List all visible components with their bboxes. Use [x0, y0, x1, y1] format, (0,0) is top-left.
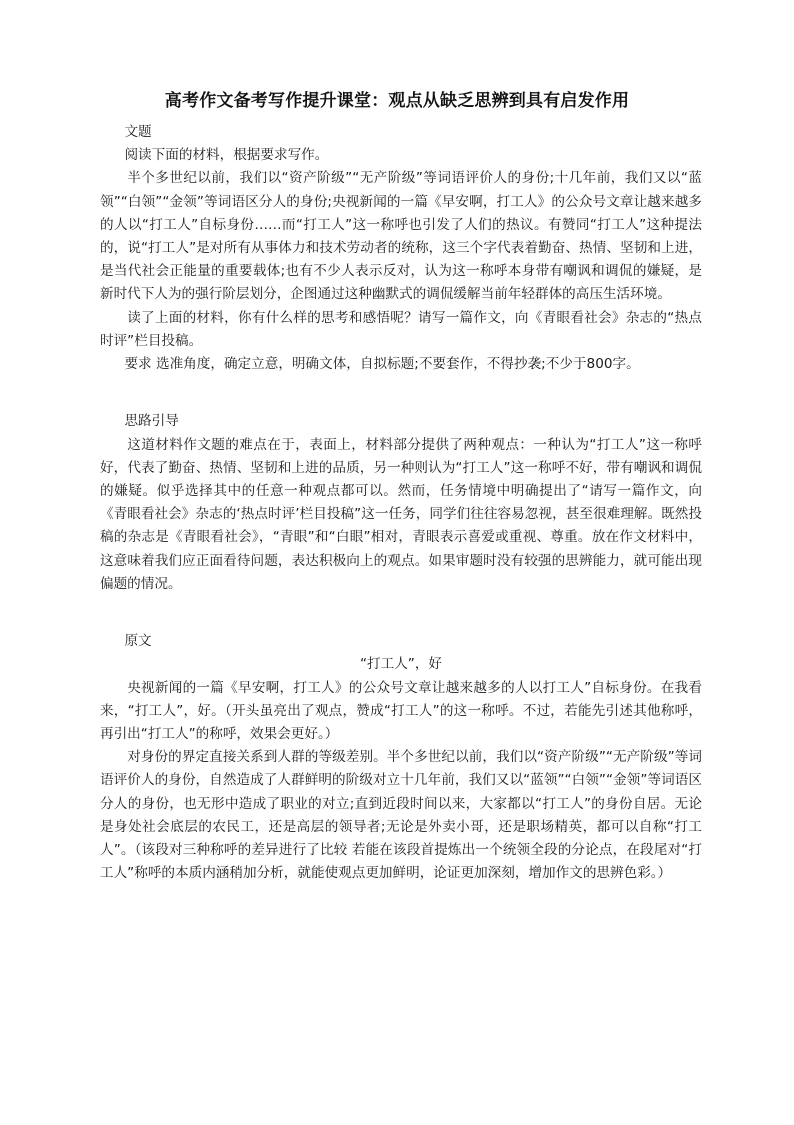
section-heading-prompt: 文题 [124, 124, 152, 140]
prompt-paragraph: 半个多世纪以前，我们以“资产阶级”“无产阶级”等词语评价人的身份;十几年前，我们又以“蓝领”“白领”“金领”等词语区分人的身份;央视新闻的一篇《早安啊，打工人》的公众号文章让越来越多的人以“打工人”自标身份……而“打工人”这一称呼也引发了人们的热议。有赞同“打工人”这种提法的，说“打工人”是对所有从事体力和技术劳动者的统称，这三个字代表着勤奋、热情、坚韧和上进，是当代社会正能量的重要载体;也有不少人表示反对，认为这一称呼本身带有嘲讽和调侃的嫌疑，是新时代下人为的强行阶层划分，企图通过这种幽默式的调侃缓解当前年轻群体的高压生活环境。 [100, 170, 702, 303]
prompt-paragraph: 读了上面的材料，你有什么样的思考和感悟呢？请写一篇作文，向《青眼看社会》杂志的“热点时评”栏目投稿。 [100, 309, 702, 349]
document-body [100, 121, 702, 885]
section-heading-original: 原文 [124, 633, 152, 650]
prompt-paragraph: 阅读下面的材料，根据要求写作。 [124, 147, 329, 164]
essay-paragraph: 对身份的界定直接关系到人群的等级差别。半个多世纪以前，我们以“资产阶级”“无产阶级”等词语评价人的身份，自然造成了人群鲜明的阶级对立十几年前，我们又以“蓝领”“白领”“金领”等词语区分人的身份，也无形中造成了职业的对立;直到近段时间以来，大家都以“打工人”的身份自居。无论是身处社会底层的农民工，还是高层的领导者;无论是外卖小哥，还是职场精英，都可以自称“打工人”。（该段对三种称呼的差异进行了比较 若能在该段首提炼出一个统领全段的分论点，在段尾对“打工人”称呼的本质内涵稍加分析，就能使观点更加鲜明，论证更加深刻，增加作文的思辨色彩。） [100, 749, 702, 882]
section-heading-guide: 思路引导 [124, 413, 179, 430]
guide-paragraph: 这道材料作文题的难点在于，表面上，材料部分提供了两种观点：一种认为“打工人”这一称呼好，代表了勤奋、热情、坚韧和上进的品质，另一种则认为“打工人”这一称呼不好，带有嘲讽和调侃的嫌疑。似乎选择其中的任意一种观点都可以。然而，任务情境中明确提出了“请写一篇作文，向《青眼看社会》杂志的‘热点时评’栏目投稿”这一任务，同学们往往容易忽视，甚至很难理解。既然投稿的杂志是《青眼看社会》，“青眼”和“白眼”相对，青眼表示喜爱或重视、尊重。放在作文材料中，这意味着我们应正面看待问题，表达积极向上的观点。如果审题时没有较强的思辨能力，就可能出现偏题的情况。 [100, 436, 702, 592]
essay-subtitle: “打工人”，好 [359, 656, 443, 673]
prompt-requirement: 要求 选准角度，确定立意，明确文体，自拟标题;不要套作，不得抄袭;不少于800字。 [124, 356, 640, 373]
document-title: 高考作文备考写作提升课堂：观点从缺乏思辨到具有启发作用 [164, 91, 630, 111]
essay-paragraph: 央视新闻的一篇《早安啊，打工人》的公众号文章让越来越多的人以打工人”自标身份。在我看来，“打工人”，好。（开头虽亮出了观点，赞成“打工人”的这一称呼。不过，若能先引述其他称呼，再引出“打工人”的称呼，效果会更好。） [100, 679, 702, 743]
